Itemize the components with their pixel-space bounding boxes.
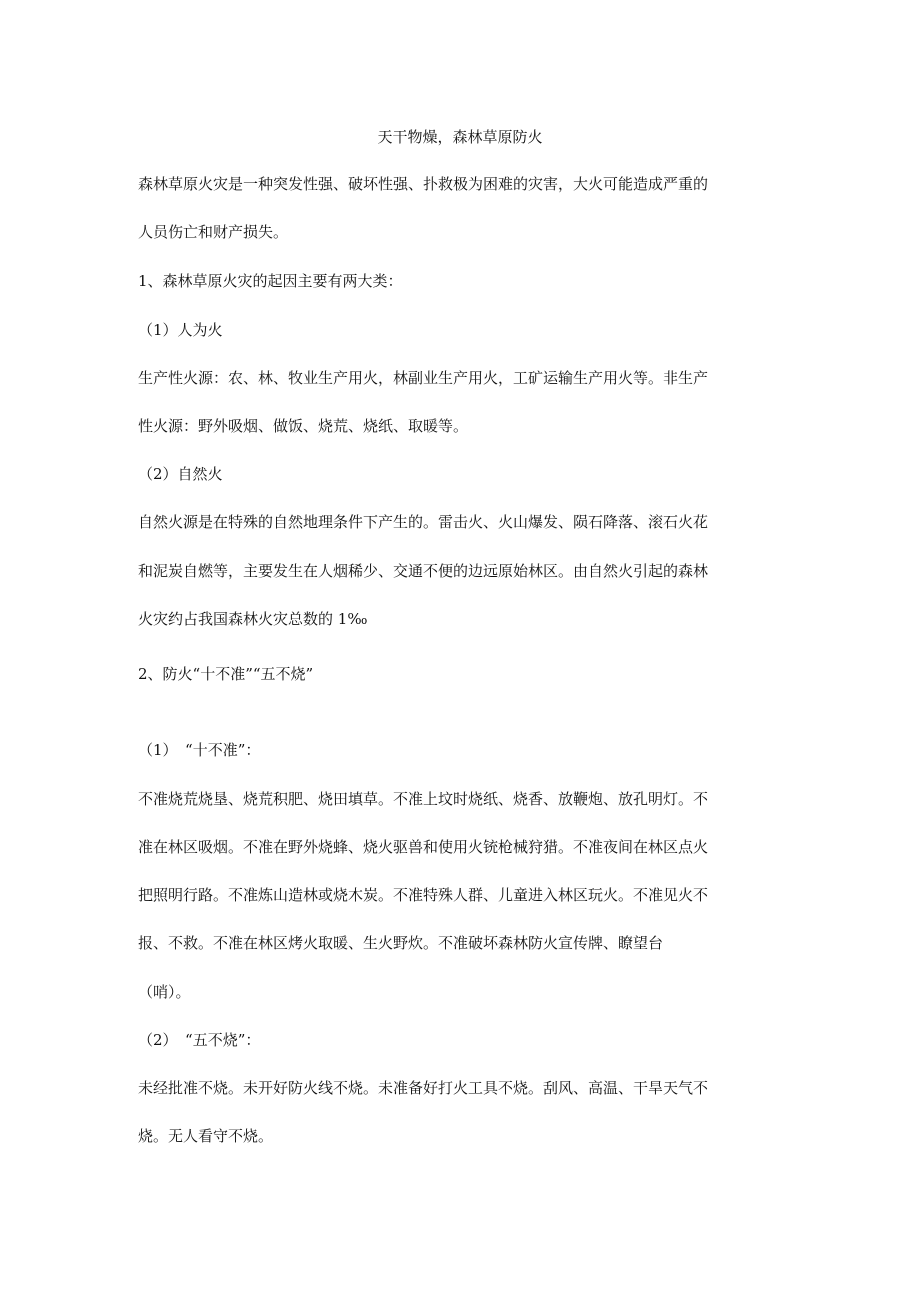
- section1-sub2-line-3: 火灾约占我国森林火灾总数的 1‰: [138, 610, 368, 628]
- section1-sub2-line-1: 自然火源是在特殊的自然地理条件下产生的。雷击火、火山爆发、陨石降落、滚石火花: [138, 513, 709, 531]
- section1-heading: 1、森林草原火灾的起因主要有两大类：: [138, 272, 403, 290]
- section2-sub1-line-2: 准在林区吸烟。不准在野外烧蜂、烧火驱兽和使用火铳枪械狩猎。不准夜间在林区点火: [138, 838, 709, 856]
- section2-sub2-line-2: 烧。无人看守不烧。: [138, 1127, 274, 1145]
- section1-sub1-line-2: 性火源：野外吸烟、做饭、烧荒、烧纸、取暖等。: [138, 417, 469, 435]
- section1-sub1-heading: （1）人为火: [138, 321, 223, 339]
- intro-line-2: 人员伤亡和财产损失。: [138, 223, 289, 241]
- section1-sub2-line-2: 和泥炭自燃等，主要发生在人烟稀少、交通不便的边远原始林区。由自然火引起的森林: [138, 562, 709, 580]
- section2-sub2-heading: （2） “五不烧”：: [138, 1031, 261, 1049]
- section2-sub2-line-1: 未经批准不烧。未开好防火线不烧。未准备好打火工具不烧。刮风、高温、干旱天气不: [138, 1079, 709, 1097]
- section1-sub2-heading: （2）自然火: [138, 465, 223, 483]
- section2-sub1-line-1: 不准烧荒烧垦、烧荒积肥、烧田填草。不准上坟时烧纸、烧香、放鞭炮、放孔明灯。不: [138, 790, 709, 808]
- document-title: 天干物燥，森林草原防火: [377, 128, 543, 146]
- intro-line-1: 森林草原火灾是一种突发性强、破坏性强、扑救极为困难的灾害，大火可能造成严重的: [138, 175, 709, 193]
- section2-heading: 2、防火“十不准”“五不烧”: [138, 665, 314, 683]
- section2-sub1-line-5: （哨）。: [138, 983, 191, 1001]
- section2-sub1-line-4: 报、不救。不准在林区烤火取暖、生火野炊。不准破坏森林防火宣传牌、瞭望台: [138, 934, 664, 952]
- section1-sub1-line-1: 生产性火源：农、林、牧业生产用火，林副业生产用火，工矿运输生产用火等。非生产: [138, 369, 709, 387]
- section2-sub1-line-3: 把照明行路。不准炼山造林或烧木炭。不准特殊人群、儿童进入林区玩火。不准见火不: [138, 886, 709, 904]
- section2-sub1-heading: （1） “十不准”：: [138, 741, 261, 759]
